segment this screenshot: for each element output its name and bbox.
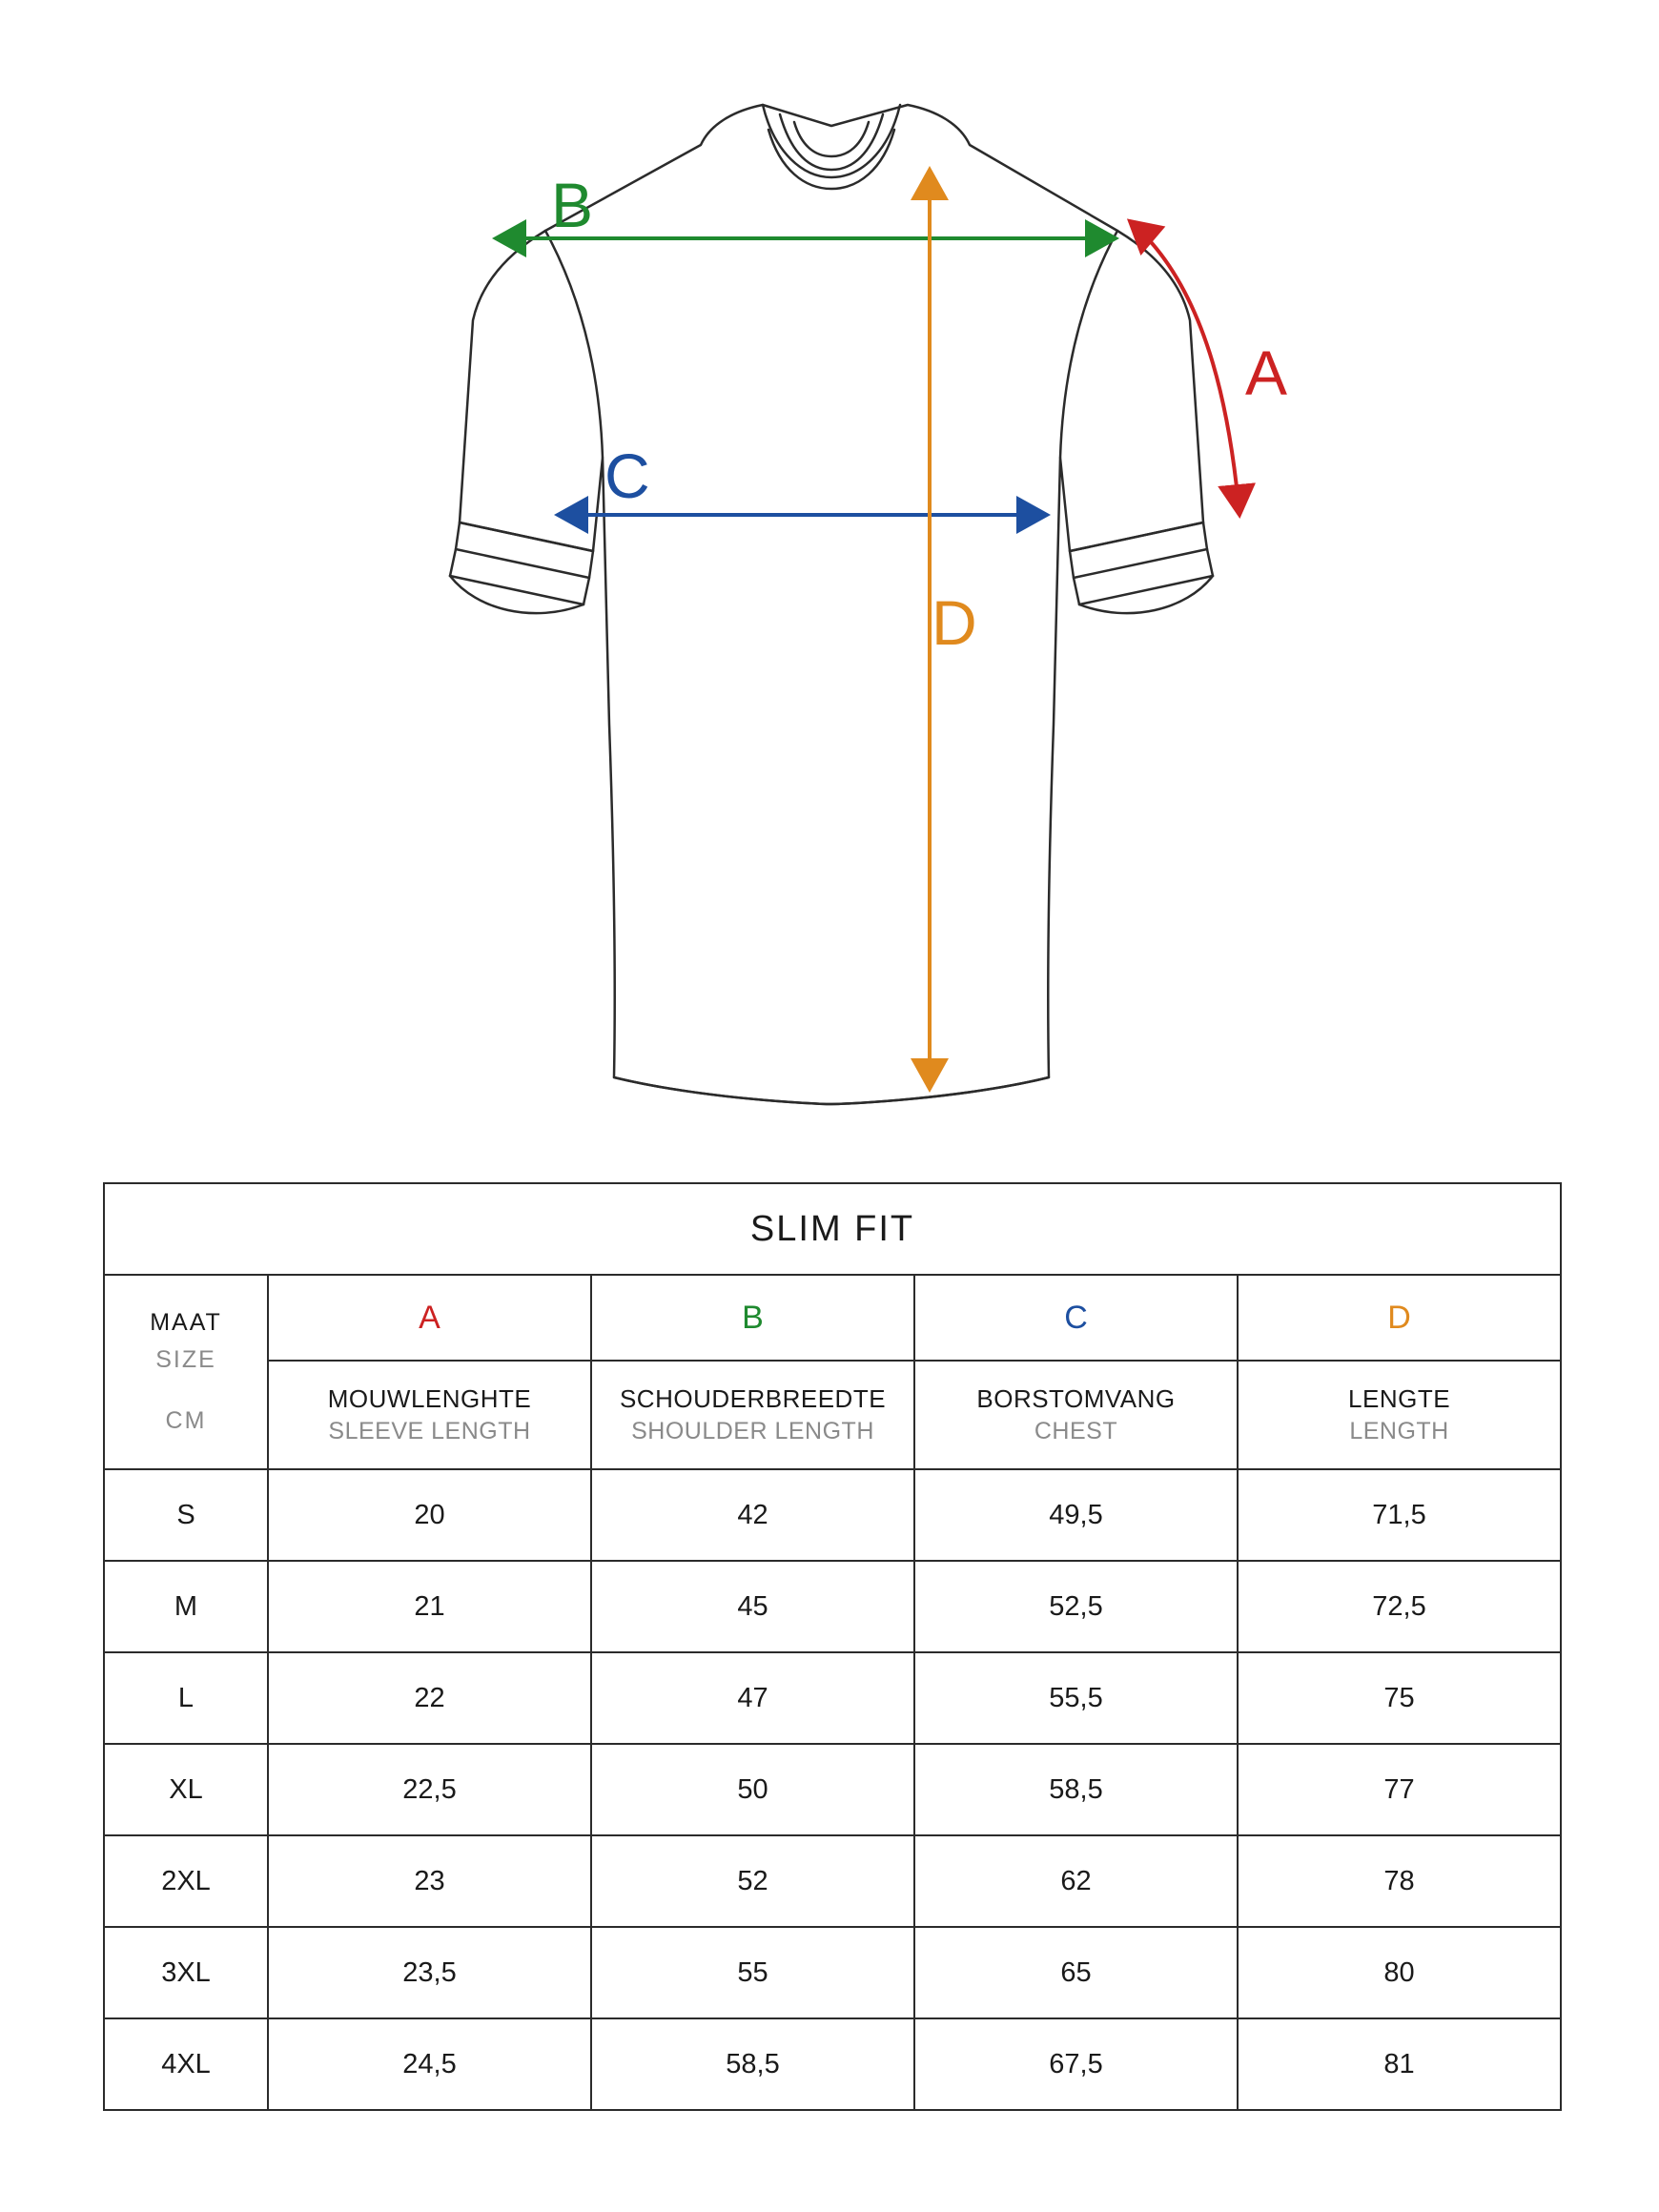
row-size: 4XL (104, 2018, 268, 2110)
size-header-unit: CM (165, 1407, 207, 1435)
row-value-d: 81 (1238, 2018, 1561, 2110)
table-title-row (104, 1183, 1561, 1275)
table-row (104, 1744, 1561, 1835)
fit-title: SLIM FIT (104, 1183, 1561, 1275)
row-value-b: 50 (591, 1744, 914, 1835)
diagram-label-c: C (604, 440, 650, 511)
row-value-d: 80 (1238, 1927, 1561, 2018)
column-header-a (268, 1361, 591, 1469)
row-value-a: 23 (268, 1835, 591, 1927)
column-letter-d: D (1238, 1275, 1561, 1361)
row-value-c: 58,5 (914, 1744, 1238, 1835)
column-header-b-en: SHOULDER LENGTH (631, 1417, 874, 1444)
size-header-nl: MAAT (150, 1308, 222, 1336)
column-header-b-nl: SCHOUDERBREEDTE (619, 1383, 887, 1413)
row-value-a: 22 (268, 1652, 591, 1744)
column-letter-a: A (268, 1275, 591, 1361)
row-size: 2XL (104, 1835, 268, 1927)
diagram-label-a: A (1245, 338, 1288, 408)
size-chart (103, 1182, 1560, 2111)
column-header-d-nl: LENGTE (1348, 1383, 1451, 1413)
column-header-c-nl: BORSTOMVANG (976, 1383, 1176, 1413)
table-row (104, 1927, 1561, 2018)
diagram-label-b: B (551, 170, 594, 240)
row-value-c: 65 (914, 1927, 1238, 2018)
row-size: 3XL (104, 1927, 268, 2018)
row-value-c: 49,5 (914, 1469, 1238, 1561)
row-value-a: 21 (268, 1561, 591, 1652)
row-value-c: 55,5 (914, 1652, 1238, 1744)
row-value-c: 62 (914, 1835, 1238, 1927)
row-value-c: 67,5 (914, 2018, 1238, 2110)
row-value-d: 71,5 (1238, 1469, 1561, 1561)
row-value-d: 75 (1238, 1652, 1561, 1744)
column-header-a-nl: MOUWLENGHTE (327, 1383, 532, 1413)
size-header-cell (104, 1275, 268, 1469)
row-value-a: 23,5 (268, 1927, 591, 2018)
row-size: M (104, 1561, 268, 1652)
table-row (104, 1652, 1561, 1744)
size-table (103, 1182, 1562, 2111)
table-row (104, 1835, 1561, 1927)
column-header-d-en: LENGTH (1349, 1417, 1449, 1444)
table-letter-row (104, 1275, 1561, 1361)
row-value-d: 78 (1238, 1835, 1561, 1927)
row-size: XL (104, 1744, 268, 1835)
column-header-a-en: SLEEVE LENGTH (328, 1417, 531, 1444)
column-letter-b: B (591, 1275, 914, 1361)
size-header-en: SIZE (155, 1345, 216, 1373)
row-value-d: 77 (1238, 1744, 1561, 1835)
diagram-label-d: D (932, 587, 977, 658)
table-header-row (104, 1361, 1561, 1469)
table-row (104, 2018, 1561, 2110)
row-value-b: 47 (591, 1652, 914, 1744)
row-size: S (104, 1469, 268, 1561)
row-value-a: 24,5 (268, 2018, 591, 2110)
row-size: L (104, 1652, 268, 1744)
row-value-b: 45 (591, 1561, 914, 1652)
column-header-c-en: CHEST (1034, 1417, 1118, 1444)
row-value-a: 22,5 (268, 1744, 591, 1835)
table-row (104, 1469, 1561, 1561)
column-header-d (1238, 1361, 1561, 1469)
row-value-d: 72,5 (1238, 1561, 1561, 1652)
row-value-c: 52,5 (914, 1561, 1238, 1652)
table-row (104, 1561, 1561, 1652)
row-value-b: 42 (591, 1469, 914, 1561)
row-value-b: 52 (591, 1835, 914, 1927)
column-header-c (914, 1361, 1238, 1469)
row-value-b: 55 (591, 1927, 914, 2018)
row-value-a: 20 (268, 1469, 591, 1561)
column-letter-c: C (914, 1275, 1238, 1361)
column-header-b (591, 1361, 914, 1469)
row-value-b: 58,5 (591, 2018, 914, 2110)
